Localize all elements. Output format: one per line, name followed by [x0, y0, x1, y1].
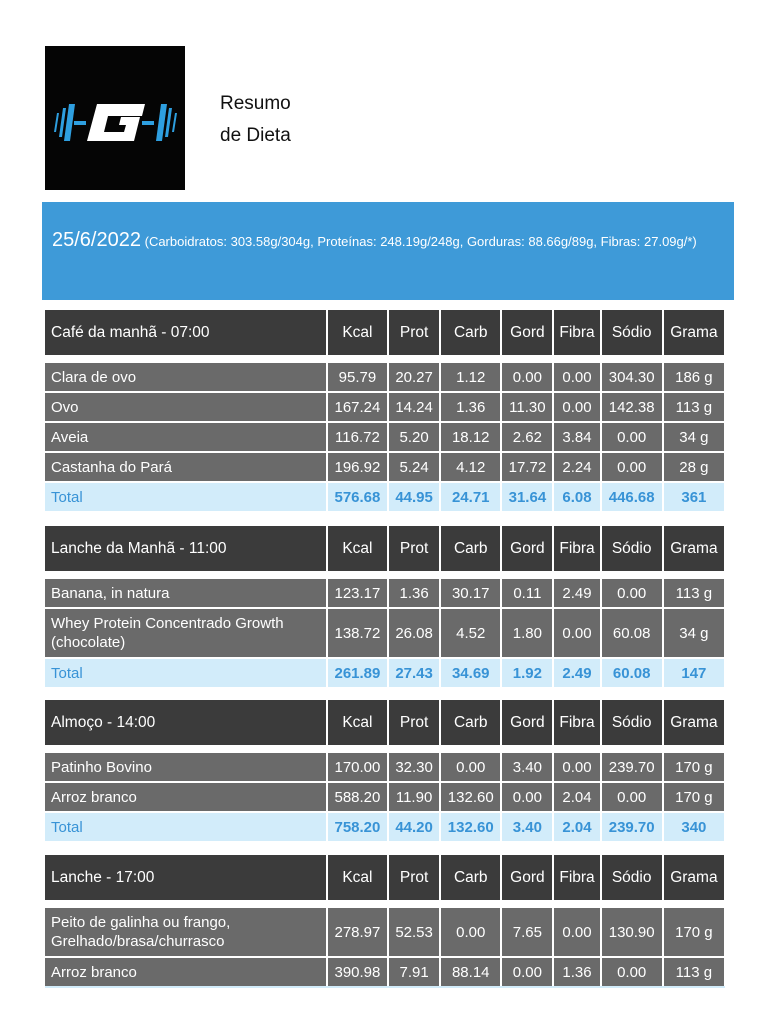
value-fibra: 0.00 — [554, 393, 599, 423]
table-row — [45, 908, 724, 958]
total-label: Total — [45, 659, 326, 687]
value-kcal: 390.98 — [328, 958, 387, 988]
total-prot: 44.95 — [389, 483, 439, 511]
food-name: Patinho Bovino — [45, 753, 326, 783]
value-prot: 1.36 — [389, 579, 439, 609]
food-name: Aveia — [45, 423, 326, 453]
total-carb: 24.71 — [441, 483, 500, 511]
food-name: Banana, in natura — [45, 579, 326, 609]
dumbbell-g-icon — [45, 46, 185, 190]
value-carb: 0.00 — [441, 908, 500, 958]
col-prot: Prot — [389, 310, 439, 363]
total-label: Total — [45, 483, 326, 511]
value-carb: 1.12 — [441, 363, 500, 393]
value-kcal: 116.72 — [328, 423, 387, 453]
value-sodio: 60.08 — [602, 609, 662, 659]
col-sodio: Sódio — [602, 310, 662, 363]
table-row — [45, 783, 724, 813]
value-sodio: 130.90 — [602, 908, 662, 958]
value-fibra: 1.36 — [554, 958, 599, 988]
value-carb: 88.14 — [441, 958, 500, 988]
total-carb: 34.69 — [441, 659, 500, 687]
title-line-2: de Dieta — [220, 125, 291, 146]
value-carb: 1.36 — [441, 393, 500, 423]
table-row — [45, 363, 724, 393]
value-gord: 0.00 — [502, 958, 552, 988]
meal-table-lunch — [43, 700, 726, 841]
value-kcal: 196.92 — [328, 453, 387, 483]
value-sodio: 0.00 — [602, 958, 662, 988]
value-grama: 186 g — [664, 363, 724, 393]
summary-details: (Carboidratos: 303.58g/304g, Proteínas: 248.19g/248g, Gorduras: 88.66g/89g, Fibras: 27.09g/*) — [144, 234, 697, 249]
food-name: Clara de ovo — [45, 363, 326, 393]
value-kcal: 138.72 — [328, 609, 387, 659]
value-gord: 0.00 — [502, 363, 552, 393]
meal-title: Lanche da Manhã - 11:00 — [45, 526, 326, 579]
value-prot: 5.20 — [389, 423, 439, 453]
total-kcal: 758.20 — [328, 813, 387, 841]
col-sodio: Sódio — [602, 526, 662, 579]
value-grama: 113 g — [664, 393, 724, 423]
total-grama: 340 — [664, 813, 724, 841]
meal-header — [45, 855, 724, 908]
value-grama: 34 g — [664, 423, 724, 453]
value-prot: 5.24 — [389, 453, 439, 483]
value-grama: 34 g — [664, 609, 724, 659]
total-prot: 44.20 — [389, 813, 439, 841]
food-name: Castanha do Pará — [45, 453, 326, 483]
col-kcal: Kcal — [328, 526, 387, 579]
meal-table-morning-snack — [43, 526, 726, 687]
value-sodio: 142.38 — [602, 393, 662, 423]
value-grama: 28 g — [664, 453, 724, 483]
value-sodio: 0.00 — [602, 783, 662, 813]
table-row — [45, 958, 724, 988]
value-gord: 3.40 — [502, 753, 552, 783]
food-name: Peito de galinha ou frango, Grelhado/brasa/churrasco — [45, 908, 326, 958]
value-carb: 4.52 — [441, 609, 500, 659]
summary-date: 25/6/2022 — [52, 229, 141, 251]
col-gord: Gord — [502, 526, 552, 579]
table-row — [45, 579, 724, 609]
total-fibra: 2.49 — [554, 659, 599, 687]
col-fibra: Fibra — [554, 526, 599, 579]
value-grama: 170 g — [664, 753, 724, 783]
col-gord: Gord — [502, 700, 552, 753]
col-carb: Carb — [441, 310, 500, 363]
col-carb: Carb — [441, 855, 500, 908]
total-row — [45, 813, 724, 841]
col-carb: Carb — [441, 700, 500, 753]
meal-table-afternoon-snack — [43, 855, 726, 988]
value-gord: 7.65 — [502, 908, 552, 958]
total-gord: 31.64 — [502, 483, 552, 511]
col-fibra: Fibra — [554, 700, 599, 753]
value-fibra: 3.84 — [554, 423, 599, 453]
total-fibra: 2.04 — [554, 813, 599, 841]
total-carb: 132.60 — [441, 813, 500, 841]
col-carb: Carb — [441, 526, 500, 579]
col-kcal: Kcal — [328, 310, 387, 363]
total-prot: 27.43 — [389, 659, 439, 687]
table-row — [45, 393, 724, 423]
meal-header — [45, 310, 724, 363]
col-kcal: Kcal — [328, 700, 387, 753]
meal-header — [45, 700, 724, 753]
col-sodio: Sódio — [602, 700, 662, 753]
value-sodio: 0.00 — [602, 423, 662, 453]
food-name: Arroz branco — [45, 958, 326, 988]
food-name: Ovo — [45, 393, 326, 423]
value-kcal: 123.17 — [328, 579, 387, 609]
value-prot: 52.53 — [389, 908, 439, 958]
col-prot: Prot — [389, 855, 439, 908]
value-fibra: 2.49 — [554, 579, 599, 609]
value-carb: 132.60 — [441, 783, 500, 813]
value-carb: 18.12 — [441, 423, 500, 453]
value-kcal: 278.97 — [328, 908, 387, 958]
value-gord: 0.11 — [502, 579, 552, 609]
meal-table-breakfast — [43, 310, 726, 511]
meal-title: Lanche - 17:00 — [45, 855, 326, 908]
value-gord: 2.62 — [502, 423, 552, 453]
value-prot: 14.24 — [389, 393, 439, 423]
value-fibra: 0.00 — [554, 753, 599, 783]
value-prot: 11.90 — [389, 783, 439, 813]
value-grama: 113 g — [664, 579, 724, 609]
meal-title: Café da manhã - 07:00 — [45, 310, 326, 363]
value-fibra: 2.24 — [554, 453, 599, 483]
title-line-1: Resumo — [220, 93, 291, 114]
total-fibra: 6.08 — [554, 483, 599, 511]
col-prot: Prot — [389, 700, 439, 753]
total-sodio: 239.70 — [602, 813, 662, 841]
total-grama: 361 — [664, 483, 724, 511]
col-sodio: Sódio — [602, 855, 662, 908]
value-prot: 20.27 — [389, 363, 439, 393]
col-prot: Prot — [389, 526, 439, 579]
total-gord: 3.40 — [502, 813, 552, 841]
table-row — [45, 453, 724, 483]
table-row — [45, 609, 724, 659]
summary-text — [52, 230, 722, 252]
value-grama: 170 g — [664, 783, 724, 813]
value-carb: 0.00 — [441, 753, 500, 783]
meal-title: Almoço - 14:00 — [45, 700, 326, 753]
value-kcal: 588.20 — [328, 783, 387, 813]
value-carb: 30.17 — [441, 579, 500, 609]
total-kcal: 261.89 — [328, 659, 387, 687]
value-prot: 7.91 — [389, 958, 439, 988]
value-gord: 0.00 — [502, 783, 552, 813]
total-sodio: 446.68 — [602, 483, 662, 511]
value-sodio: 0.00 — [602, 579, 662, 609]
value-sodio: 0.00 — [602, 453, 662, 483]
col-gord: Gord — [502, 310, 552, 363]
col-grama: Grama — [664, 526, 724, 579]
divider — [45, 986, 725, 988]
value-kcal: 167.24 — [328, 393, 387, 423]
value-kcal: 95.79 — [328, 363, 387, 393]
value-kcal: 170.00 — [328, 753, 387, 783]
col-gord: Gord — [502, 855, 552, 908]
food-name: Arroz branco — [45, 783, 326, 813]
value-gord: 1.80 — [502, 609, 552, 659]
col-fibra: Fibra — [554, 310, 599, 363]
page-title — [220, 88, 291, 152]
meal-header — [45, 526, 724, 579]
total-grama: 147 — [664, 659, 724, 687]
food-name: Whey Protein Concentrado Growth (chocolate) — [45, 609, 326, 659]
table-row — [45, 423, 724, 453]
value-prot: 26.08 — [389, 609, 439, 659]
total-kcal: 576.68 — [328, 483, 387, 511]
daily-summary-banner — [42, 202, 734, 300]
value-fibra: 0.00 — [554, 363, 599, 393]
col-grama: Grama — [664, 310, 724, 363]
value-carb: 4.12 — [441, 453, 500, 483]
value-fibra: 0.00 — [554, 609, 599, 659]
table-row — [45, 753, 724, 783]
value-grama: 113 g — [664, 958, 724, 988]
value-fibra: 2.04 — [554, 783, 599, 813]
total-label: Total — [45, 813, 326, 841]
value-gord: 11.30 — [502, 393, 552, 423]
brand-logo — [45, 46, 185, 190]
col-fibra: Fibra — [554, 855, 599, 908]
value-gord: 17.72 — [502, 453, 552, 483]
value-fibra: 0.00 — [554, 908, 599, 958]
value-grama: 170 g — [664, 908, 724, 958]
col-kcal: Kcal — [328, 855, 387, 908]
value-sodio: 239.70 — [602, 753, 662, 783]
col-grama: Grama — [664, 700, 724, 753]
total-row — [45, 659, 724, 687]
total-gord: 1.92 — [502, 659, 552, 687]
total-row — [45, 483, 724, 511]
value-sodio: 304.30 — [602, 363, 662, 393]
total-sodio: 60.08 — [602, 659, 662, 687]
value-prot: 32.30 — [389, 753, 439, 783]
col-grama: Grama — [664, 855, 724, 908]
